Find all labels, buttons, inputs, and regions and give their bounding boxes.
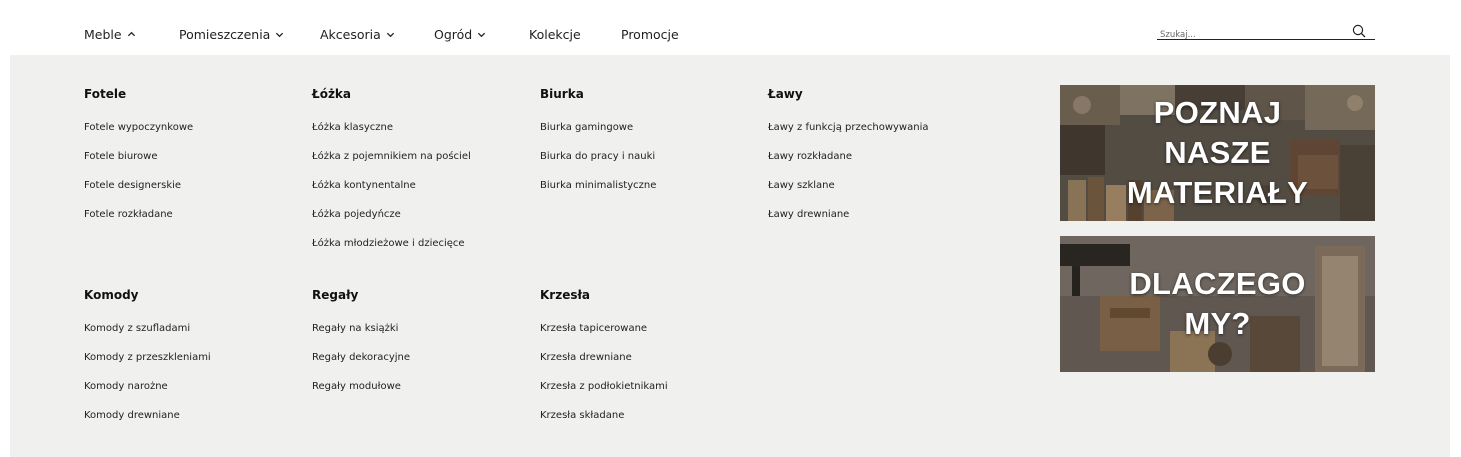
menu-link[interactable]: Biurka minimalistyczne — [540, 180, 657, 191]
menu-link[interactable]: Fotele rozkładane — [84, 209, 173, 220]
menu-link[interactable]: Fotele biurowe — [84, 151, 158, 162]
menu-column-lozka — [312, 87, 471, 267]
menu-link[interactable]: Łóżka pojedyńcze — [312, 209, 401, 220]
nav-item-promocje[interactable] — [621, 27, 679, 42]
banner-materials[interactable] — [1060, 85, 1375, 221]
menu-column-lawy — [768, 87, 928, 238]
menu-link[interactable]: Regały dekoracyjne — [312, 352, 411, 363]
menu-link[interactable]: Ławy z funkcją przechowywania — [768, 122, 929, 133]
menu-column-regaly — [312, 288, 410, 410]
banner-why-us[interactable] — [1060, 236, 1375, 372]
menu-column-heading[interactable]: Ławy — [768, 87, 803, 101]
nav-item-label: Pomieszczenia — [179, 27, 271, 42]
menu-link[interactable]: Biurka gamingowe — [540, 122, 634, 133]
top-navigation — [0, 0, 1461, 55]
menu-column-heading[interactable]: Łóżka — [312, 87, 352, 101]
search-icon[interactable] — [1352, 23, 1366, 37]
nav-item-label: Meble — [84, 27, 122, 42]
nav-item-label: Kolekcje — [529, 27, 581, 42]
menu-link[interactable]: Komody drewniane — [84, 410, 180, 421]
menu-column-heading[interactable]: Krzesła — [540, 288, 591, 302]
menu-link[interactable]: Łóżka młodzieżowe i dziecięce — [312, 238, 465, 249]
menu-link[interactable]: Fotele wypoczynkowe — [84, 122, 194, 133]
menu-link[interactable]: Fotele designerskie — [84, 180, 182, 191]
menu-link[interactable]: Regały modułowe — [312, 381, 401, 392]
nav-item-label: Promocje — [621, 27, 679, 42]
menu-link[interactable]: Komody narożne — [84, 381, 168, 392]
menu-link[interactable]: Łóżka kontynentalne — [312, 180, 416, 191]
menu-column-krzesla — [540, 288, 668, 439]
search-input[interactable] — [1157, 27, 1347, 44]
menu-link[interactable]: Ławy drewniane — [768, 209, 850, 220]
menu-column-heading[interactable]: Fotele — [84, 87, 127, 101]
chevron-down-icon — [477, 30, 486, 39]
chevron-down-icon — [386, 30, 395, 39]
mega-menu-panel — [10, 55, 1450, 457]
search-bar — [1157, 22, 1375, 40]
menu-column-heading[interactable]: Biurka — [540, 87, 584, 101]
menu-link[interactable]: Krzesła z podłokietnikami — [540, 381, 668, 392]
menu-column-komody — [84, 288, 211, 439]
menu-link[interactable]: Ławy rozkładane — [768, 151, 853, 162]
chevron-down-icon — [275, 30, 284, 39]
menu-link[interactable]: Krzesła składane — [540, 410, 625, 421]
nav-item-ogrod[interactable] — [434, 27, 486, 42]
chevron-up-icon — [127, 30, 136, 39]
menu-link[interactable]: Komody z przeszkleniami — [84, 352, 211, 363]
nav-item-label: Ogród — [434, 27, 473, 42]
menu-link[interactable]: Łóżka z pojemnikiem na pościel — [312, 151, 471, 162]
nav-item-kolekcje[interactable] — [529, 27, 581, 42]
menu-link[interactable]: Krzesła tapicerowane — [540, 323, 648, 334]
menu-link[interactable]: Ławy szklane — [768, 180, 835, 191]
menu-column-fotele — [84, 87, 193, 238]
menu-link[interactable]: Łóżka klasyczne — [312, 122, 393, 133]
banner-materials-text: POZNAJ NASZE MATERIAŁY — [1126, 95, 1309, 210]
menu-link[interactable]: Krzesła drewniane — [540, 352, 632, 363]
menu-link[interactable]: Regały na książki — [312, 323, 399, 334]
menu-column-heading[interactable]: Komody — [84, 288, 139, 302]
nav-item-akcesoria[interactable] — [320, 27, 395, 42]
menu-column-heading[interactable]: Regały — [312, 288, 359, 302]
menu-link[interactable]: Komody z szufladami — [84, 323, 191, 334]
nav-item-pomieszczenia[interactable] — [179, 27, 284, 42]
nav-item-label: Akcesoria — [320, 27, 381, 42]
menu-link[interactable]: Biurka do pracy i nauki — [540, 151, 656, 162]
banner-why-us-text: DLACZEGO MY? — [1129, 266, 1306, 341]
nav-item-meble[interactable] — [84, 27, 136, 42]
menu-column-biurka — [540, 87, 656, 209]
